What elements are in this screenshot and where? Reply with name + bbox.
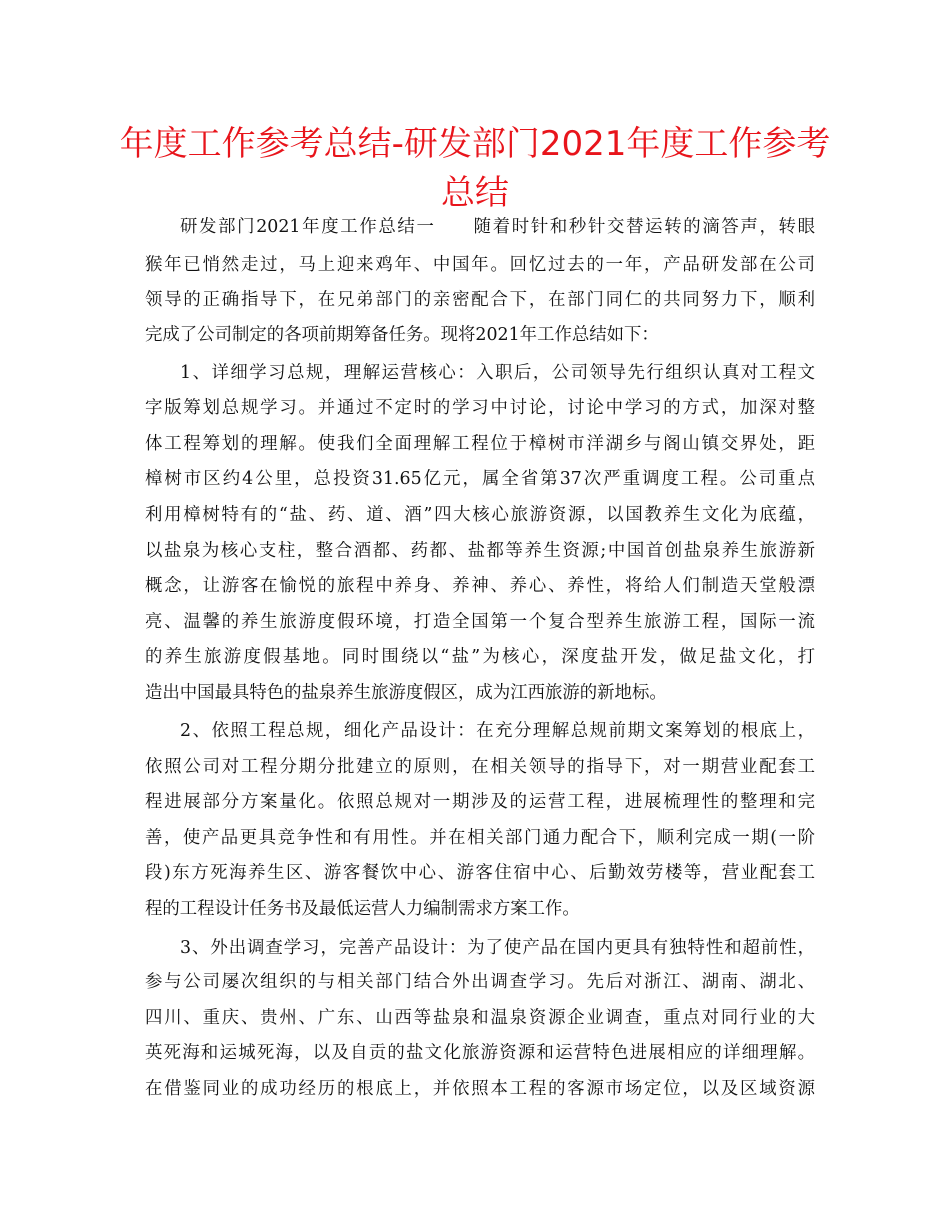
body-text-line: 樟树市区约4公里，总投资31.65亿元，属全省第37次严重调度工程。公司重点 <box>145 469 815 489</box>
body-text-line: 善，使产品更具竞争性和有用性。并在相关部门通力配合下，顺利完成一期(一阶 <box>145 828 815 848</box>
body-text-line: 造出中国最具特色的盐泉养生旅游度假区，成为江西旅游的新地标。 <box>145 683 667 703</box>
body-text-line: 四川、重庆、贵州、广东、山西等盐泉和温泉资源企业调查，重点对同行业的大 <box>145 1008 815 1028</box>
body-text-line: 程进展部分方案量化。依照总规对一期涉及的运营工程，进展梳理性的整理和完 <box>145 792 815 812</box>
body-text-line: 猴年已悄然走过，马上迎来鸡年、中国年。回忆过去的一年，产品研发部在公司 <box>145 255 815 275</box>
body-text-line: 体工程筹划的理解。使我们全面理解工程位于樟树市洋湖乡与阁山镇交界处，距 <box>145 434 815 454</box>
body-text-line: 研发部门2021年度工作总结一 随着时针和秒针交替运转的滴答声，转眼 <box>180 217 815 237</box>
body-text-line: 英死海和运城死海，以及自贡的盐文化旅游资源和运营特色进展相应的详细理解。 <box>145 1043 815 1063</box>
body-text-line: 1、详细学习总规，理解运营核心：入职后，公司领导先行组织认真对工程文 <box>180 363 815 383</box>
body-text-line: 利用樟树特有的“盐、药、道、酒”四大核心旅游资源，以国教养生文化为底蕴， <box>145 505 815 525</box>
body-text-line: 在借鉴同业的成功经历的根底上，并依照本工程的客源市场定位，以及区域资源 <box>145 1079 815 1099</box>
body-text-line: 2、依照工程总规，细化产品设计：在充分理解总规前期文案筹划的根底上， <box>180 721 815 741</box>
body-text-line: 亮、温馨的养生旅游度假环境，打造全国第一个复合型养生旅游工程，国际一流 <box>145 612 815 632</box>
document-title-line-1: 年度工作参考总结-研发部门2021年度工作参考 <box>119 124 831 164</box>
body-text-line: 以盐泉为核心支柱，整合酒都、药都、盐都等养生资源;中国首创盐泉养生旅游新 <box>145 541 815 561</box>
body-text-line: 概念，让游客在愉悦的旅程中养身、养神、养心、养性，将给人们制造天堂般漂 <box>145 576 815 596</box>
body-text-line: 完成了公司制定的各项前期筹备任务。现将2021年工作总结如下： <box>145 325 659 345</box>
body-text-line: 3、外出调查学习，完善产品设计：为了使产品在国内更具有独特性和超前性， <box>180 938 815 958</box>
body-text-line: 程的工程设计任务书及最低运营人力编制需求方案工作。 <box>145 899 580 919</box>
body-text-line: 的养生旅游度假基地。同时围绕以“盐”为核心，深度盐开发，做足盐文化，打 <box>145 647 815 667</box>
body-text-line: 参与公司屡次组织的与相关部门结合外出调查学习。先后对浙江、湖南、湖北、 <box>145 972 815 992</box>
body-text-line: 字版筹划总规学习。并通过不定时的学习中讨论，讨论中学习的方式，加深对整 <box>145 398 815 418</box>
document-title-line-2: 总结 <box>441 173 509 213</box>
body-text-line: 领导的正确指导下，在兄弟部门的亲密配合下，在部门同仁的共同努力下，顺利 <box>145 290 815 310</box>
body-text-line: 依照公司对工程分期分批建立的原则，在相关领导的指导下，对一期营业配套工 <box>145 757 815 777</box>
body-text-line: 段)东方死海养生区、游客餐饮中心、游客住宿中心、后勤效劳楼等，营业配套工 <box>145 863 815 883</box>
